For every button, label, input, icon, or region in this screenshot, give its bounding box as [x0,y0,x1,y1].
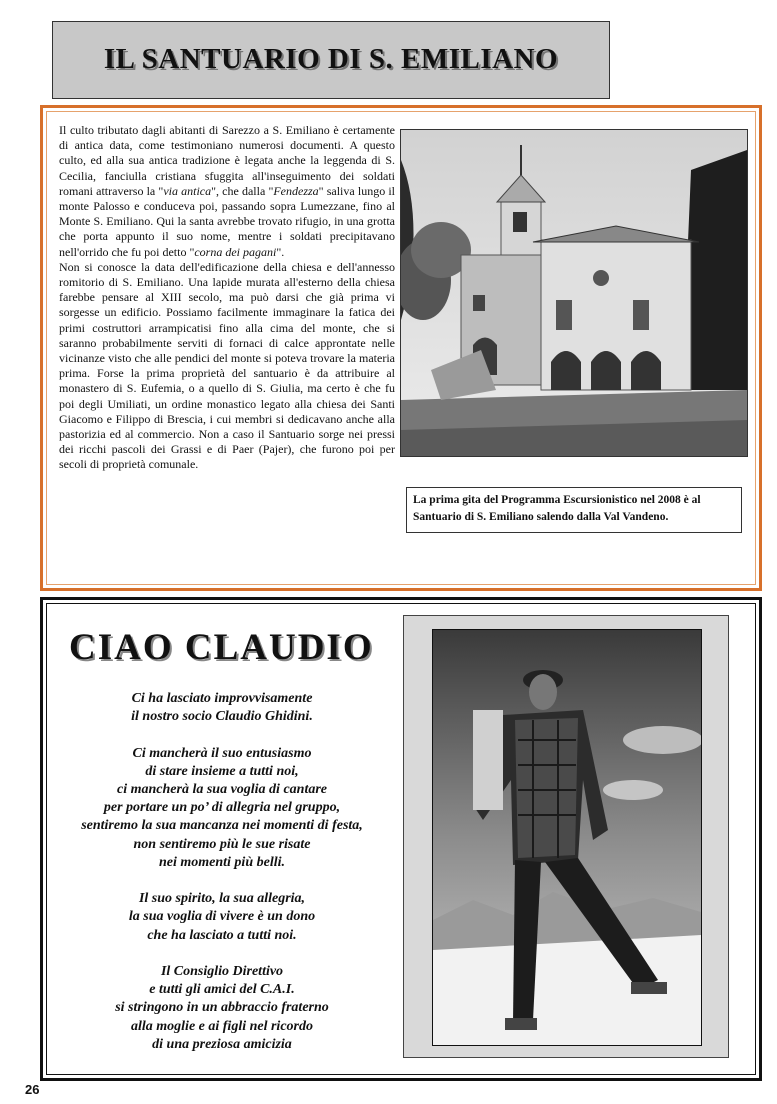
text-run: ", che dalla " [211,183,274,198]
article-frame [40,105,762,591]
memorial-poem [47,690,397,1072]
memorial-title: CIAO CLAUDIO [69,627,374,668]
text-run: Il culto tributato dagli abitanti di Sarezzo a S. Emiliano è certamente di antica data, come testimoniano numerosi documenti. A questo culto, ed alla sua antica tradizione è legata anche la leggenda di S. Cecilia, fanciulla cristiana sfuggita all'inseguimento dei soldati romani attraverso la " [59,123,395,198]
article-title-box [52,21,610,99]
poem-line: per portare un po’ di allegria nel gruppo, [103,800,341,816]
italic-phrase: Fendezza [273,183,319,198]
poem-line: alla moglie e ai figli nel ricordo [131,1018,313,1034]
italic-phrase: via antica [163,183,212,198]
photo-caption: La prima gita del Programma Escursionistico nel 2008 è al Santuario di S. Emiliano salendo dalla Val Vandeno. [406,487,742,533]
poem-stanza [47,890,397,945]
church-photo [400,129,748,457]
poem-line: di stare insieme a tutti noi, [145,763,299,779]
poem-line: Il suo spirito, la sua allegria, [138,891,306,907]
poem-stanza [47,963,397,1054]
poem-line: il nostro socio Claudio Ghidini. [131,709,313,725]
text-run: " saliva lungo il monte Palosso e conduceva poi, passando sopra Lumezzane, fino al Monte S. Emiliano. Qui la santa avrebbe trovato rifugio, in una grotta che porta appunto il suo nome, mentre i soldati precipitavano nell'orrido che fu poi detto " [59,183,396,259]
poem-line: e tutti gli amici del C.A.I. [149,982,295,998]
poem-line: che ha lasciato a tutti noi. [147,927,297,943]
church-photo-image [401,130,747,456]
poem-stanza [47,745,397,872]
text-run: ". [276,244,285,259]
article-inner-border [46,111,756,585]
article-paragraph-1 [59,123,395,260]
poem-line: Il Consiglio Direttivo [160,964,284,979]
memorial-frame [40,597,762,1081]
poem-line: ci mancherà la sua voglia di cantare [117,782,327,797]
hiker-photo-image [433,630,701,1045]
memorial-inner-border [46,603,756,1075]
poem-line: Ci ha lasciato improvvisamente [131,691,313,706]
poem-line: di una preziosa amicizia [152,1036,292,1052]
poem-line: la sua voglia di vivere è un dono [128,909,316,925]
poem-line: non sentiremo più le sue risate [133,836,311,852]
poem-line: Ci mancherà il suo entusiasmo [132,745,312,761]
page-number: 26 [25,1082,40,1097]
italic-phrase: corna dei pagani [194,244,277,259]
poem-line: sentiremo la sua mancanza nei momenti di festa, [81,818,363,834]
article-body [59,123,395,473]
poem-stanza [47,690,397,726]
portrait-photo [432,629,702,1046]
article-title: IL SANTUARIO DI S. EMILIANO [103,43,559,75]
portrait-frame [403,615,729,1058]
poem-line: si stringono in un abbraccio fraterno [115,1000,329,1016]
article-paragraph-2: Non si conosce la data dell'edificazione della chiesa e dell'annesso romitorio di S. Emiliano. Una lapide murata all'esterno della chiesa farebbe pensare al XIII secolo, ma può darsi che già prima vi sorgesse un edificio. Possiamo facilmente immaginare la fatica dei primi costruttori arrampicatisi fino alla cima del monte, che si saranno probabilmente serviti di fornaci di calce approntate nelle vicinanze visto che alle pendici del monte si poteva trovare la materia prima. Forse la prima proprietà del santuario è da attribuire al monastero di S. Eufemia, o a quello di S. Giulia, ma certo è che fu poi degli Umiliati, un ordine monastico legato alla chiesa dei Santi Giacomo e Filippo di Brescia, i cui membri si dedicavano anche alla pastorizia ed al commercio. Non a caso il Santuario sorge nei pressi dei ricchi pascoli dei Grassi e di Paer (Pajer), che furono poi per secoli di proprietà comunale. [59,259,395,472]
poem-line: nei momenti più belli. [158,854,285,870]
